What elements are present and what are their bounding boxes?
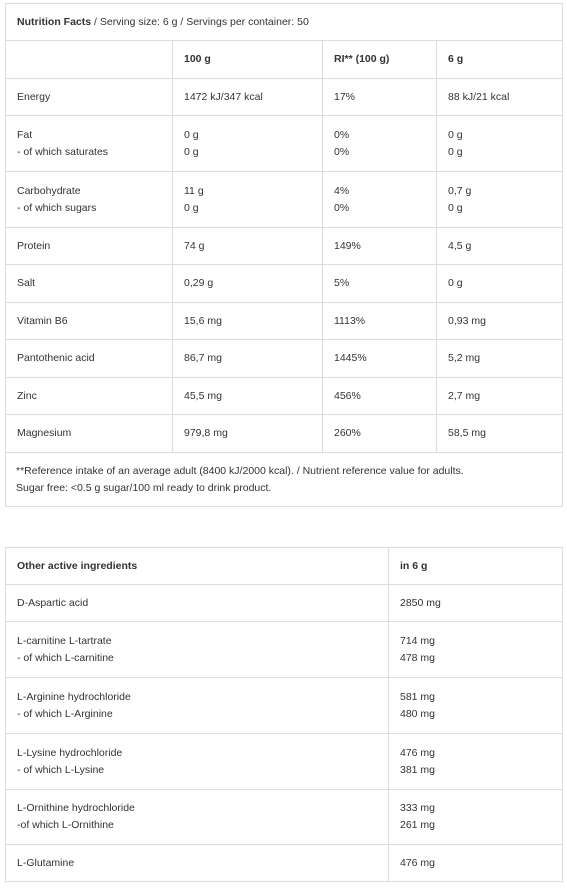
ingredient-subamount: 478 mg [400,651,436,664]
value-100g-cell [173,116,323,172]
value-100g: 0 g [184,128,199,141]
ingredient-subamount: 381 mg [400,763,436,776]
value-6g: 5,2 mg [437,340,563,378]
value-100g: 45,5 mg [173,378,323,415]
value-ri: 0% [334,128,350,141]
ingredient-label: L-Arginine hydrochloride [17,690,131,703]
nutrient-label: Vitamin B6 [6,303,173,340]
active-ingredients-table [5,547,563,882]
reference-intake-note: **Reference intake of an average adult (8400 kJ/2000 kcal). / Nutrient reference value for adults. [16,464,464,477]
value-100g-cell [173,172,323,228]
nutrient-row-salt [6,265,563,303]
ingredient-row-l-arginine [6,678,563,734]
ingredient-sublabel: - of which L-Arginine [17,707,113,720]
ingredient-amount-cell [389,678,563,734]
value-100g: 979,8 mg [173,415,323,453]
value-ri: 17% [323,79,437,116]
value-100g-sub: 0 g [184,201,199,214]
value-6g: 0,93 mg [437,303,563,340]
ingredient-amount: 333 mg [400,802,436,814]
ingredient-row-l-lysine [6,734,563,790]
ingredients-header-row [6,548,563,585]
nutrition-footnote-row [6,453,563,507]
nutrient-label: Energy [6,79,173,116]
nutrient-label: Carbohydrate [17,184,81,197]
nutrient-row-pantothenic-acid [6,340,563,378]
ingredient-label-cell [6,790,389,845]
ingredient-label-cell [6,622,389,678]
value-ri: 456% [323,378,437,415]
value-6g: 0,7 g [448,184,472,197]
ingredient-label: L-Ornithine hydrochloride [17,802,135,814]
nutrition-caption-row [6,4,563,41]
value-6g-cell [437,116,563,172]
value-100g: 74 g [173,228,323,265]
nutrition-footnote [6,453,563,507]
value-6g: 4,5 g [437,228,563,265]
nutrient-row-vitamin-b6 [6,303,563,340]
ingredients-header-label: Other active ingredients [6,548,389,585]
nutrient-label: Zinc [6,378,173,415]
value-ri-sub: 0% [334,201,350,214]
ingredient-label: L-Lysine hydrochloride [17,746,123,759]
nutrient-sublabel: - of which saturates [17,145,109,158]
value-ri: 5% [323,265,437,303]
header-ri: RI** (100 g) [323,41,437,79]
ingredient-amount-cell [389,734,563,790]
value-6g: 2,7 mg [437,378,563,415]
value-100g: 86,7 mg [173,340,323,378]
value-ri: 260% [323,415,437,453]
value-6g: 88 kJ/21 kcal [437,79,563,116]
ingredient-label-cell [6,734,389,790]
value-100g: 0,29 g [173,265,323,303]
value-100g: 15,6 mg [173,303,323,340]
ingredient-amount-cell [389,622,563,678]
ingredient-subamount: 261 mg [400,819,436,831]
value-ri: 1113% [323,303,437,340]
nutrient-label: Salt [6,265,173,303]
value-ri-cell [323,116,437,172]
nutrient-label: Pantothenic acid [6,340,173,378]
value-ri: 1445% [323,340,437,378]
value-ri: 149% [323,228,437,265]
nutrient-label-cell [6,116,173,172]
ingredient-row-d-aspartic-acid [6,585,563,622]
value-ri: 4% [334,184,350,197]
ingredient-row-l-ornithine [6,790,563,845]
nutrient-row-magnesium [6,415,563,453]
ingredient-row-l-glutamine [6,845,563,882]
ingredient-label: D-Aspartic acid [6,585,389,622]
nutrient-label: Fat [17,128,33,141]
value-100g: 1472 kJ/347 kcal [173,79,323,116]
header-100g: 100 g [173,41,323,79]
value-6g-sub: 0 g [448,201,463,214]
ingredient-amount: 476 mg [400,746,436,759]
value-100g-sub: 0 g [184,145,199,158]
header-6g: 6 g [437,41,563,79]
ingredient-amount-cell [389,790,563,845]
ingredient-row-l-carnitine [6,622,563,678]
ingredient-amount: 476 mg [389,845,563,882]
ingredient-label: L-Glutamine [6,845,389,882]
nutrient-row-protein [6,228,563,265]
nutrient-row-energy [6,79,563,116]
nutrient-label: Protein [6,228,173,265]
sugar-free-note: Sugar free: <0.5 g sugar/100 ml ready to drink product. [16,481,272,494]
value-6g-sub: 0 g [448,145,463,158]
nutrient-row-fat [6,116,563,172]
ingredient-subamount: 480 mg [400,707,436,720]
ingredient-label-cell [6,678,389,734]
ingredient-amount: 2850 mg [389,585,563,622]
value-6g: 0 g [448,128,463,141]
value-6g: 0 g [437,265,563,303]
nutrient-label-cell [6,172,173,228]
nutrient-row-zinc [6,378,563,415]
value-ri-cell [323,172,437,228]
nutrient-row-carbohydrate [6,172,563,228]
nutrition-caption-serving: / Serving size: 6 g / Servings per container: 50 [91,15,309,28]
ingredient-sublabel: - of which L-Lysine [17,763,105,776]
ingredient-sublabel: -of which L-Ornithine [17,819,114,831]
nutrient-sublabel: - of which sugars [17,201,97,214]
ingredient-amount: 581 mg [400,690,436,703]
ingredient-sublabel: - of which L-carnitine [17,651,114,664]
header-empty [6,41,173,79]
ingredient-label: L-carnitine L-tartrate [17,634,112,647]
nutrition-caption-title: Nutrition Facts [17,15,92,28]
nutrient-label: Magnesium [6,415,173,453]
ingredient-amount: 714 mg [400,634,436,647]
nutrition-caption [6,4,563,41]
value-6g-cell [437,172,563,228]
ingredients-header-amount: in 6 g [389,548,563,585]
value-100g: 11 g [184,184,204,197]
nutrition-header-row [6,41,563,79]
value-ri-sub: 0% [334,145,350,158]
value-6g: 58,5 mg [437,415,563,453]
nutrition-facts-table [5,3,563,507]
